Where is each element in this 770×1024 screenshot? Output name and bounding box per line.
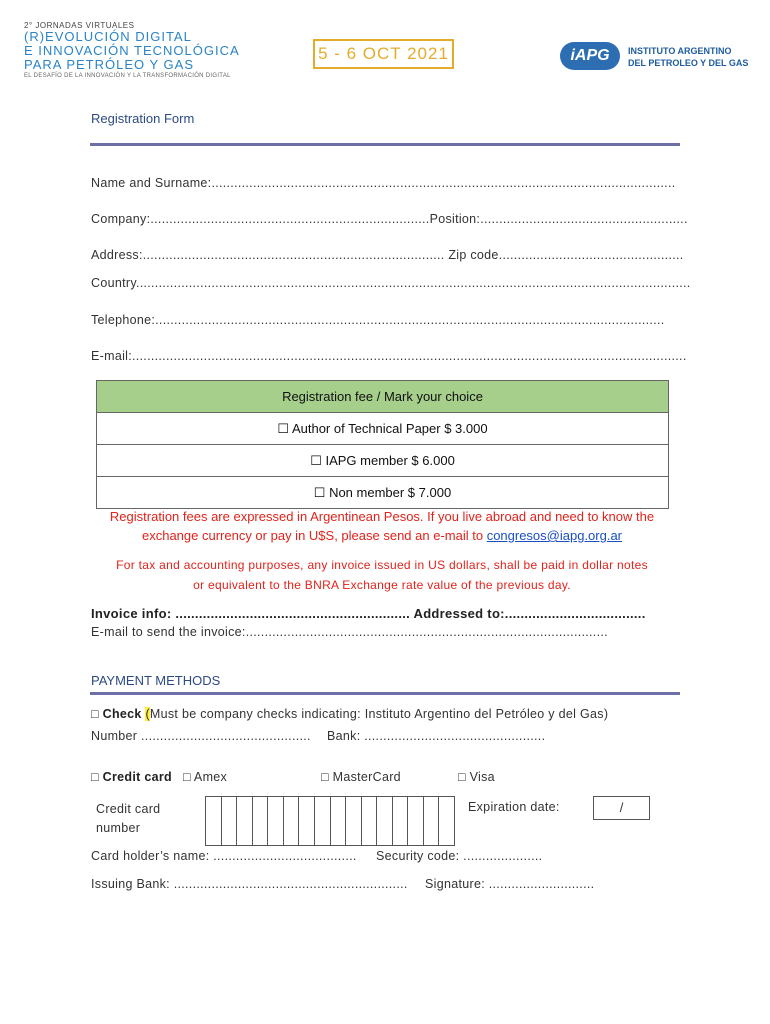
visa-option[interactable]: □ Visa xyxy=(458,770,495,784)
section-divider xyxy=(90,143,680,146)
card-digit-box[interactable] xyxy=(376,796,392,846)
tax-note-line: or equivalent to the BNRA Exchange rate value of the previous day. xyxy=(193,578,571,592)
fee-option-author[interactable]: ☐ Author of Technical Paper $ 3.000 xyxy=(97,413,669,445)
security-code-field[interactable]: Security code: ..................... xyxy=(376,849,543,863)
registration-form-title: Registration Form xyxy=(91,111,195,126)
card-digit-box[interactable] xyxy=(314,796,330,846)
signature-field[interactable]: Signature: ............................ xyxy=(425,877,595,891)
card-digit-box[interactable] xyxy=(392,796,408,846)
card-digit-box[interactable] xyxy=(236,796,252,846)
check-checkbox[interactable]: □ xyxy=(91,707,99,721)
check-paren: ( xyxy=(145,707,150,721)
event-title-block xyxy=(24,22,254,80)
card-digit-box[interactable] xyxy=(252,796,268,846)
event-edition: 2° JORNADAS VIRTUALES xyxy=(24,21,135,30)
expiration-date-field[interactable]: / xyxy=(593,796,650,820)
check-description: Must be company checks indicating: Instituto Argentino del Petróleo y del Gas) xyxy=(149,707,609,721)
card-digit-box[interactable] xyxy=(407,796,423,846)
check-number-field[interactable]: Number ............................................. xyxy=(91,729,311,743)
section-divider xyxy=(90,692,680,695)
credit-card-option xyxy=(91,770,172,784)
issuing-bank-field[interactable]: Issuing Bank: .............................................................. xyxy=(91,877,408,891)
company-position-field[interactable]: Company:..........................................................................Position:....................................................... xyxy=(91,212,688,226)
check-bank-field[interactable]: Bank: ................................................ xyxy=(327,729,546,743)
event-tagline: EL DESAFÍO DE LA INNOVACIÓN Y LA TRANSFORMACIÓN DIGITAL xyxy=(24,73,231,80)
card-digit-box[interactable] xyxy=(438,796,455,846)
invoice-email-field[interactable]: E-mail to send the invoice:................................................................................................ xyxy=(91,625,608,639)
currency-note xyxy=(72,507,692,545)
mastercard-option[interactable]: □ MasterCard xyxy=(321,770,401,784)
card-digit-box[interactable] xyxy=(221,796,237,846)
address-zip-field[interactable]: Address:................................................................................ Zip code................................................. xyxy=(91,248,684,262)
org-name-line: INSTITUTO ARGENTINO xyxy=(628,46,732,56)
card-number-label-line: number xyxy=(96,821,141,835)
payment-methods-title: PAYMENT METHODS xyxy=(91,673,221,688)
currency-note-text: exchange currency or pay in U$S, please send an e-mail to xyxy=(141,528,487,543)
card-digit-box[interactable] xyxy=(423,796,439,846)
card-holder-field[interactable]: Card holder’s name: ...................................... xyxy=(91,849,357,863)
fee-option-member[interactable]: ☐ IAPG member $ 6.000 xyxy=(97,445,669,477)
event-title-line: E INNOVACIÓN TECNOLÓGICA xyxy=(24,43,240,59)
fee-table-header: Registration fee / Mark your choice xyxy=(97,381,669,413)
check-option xyxy=(91,707,608,721)
iapg-logo: iAPG xyxy=(560,42,620,70)
card-digit-box[interactable] xyxy=(283,796,299,846)
currency-note-line xyxy=(72,526,692,545)
card-digit-box[interactable] xyxy=(345,796,361,846)
name-field[interactable]: Name and Surname:........................................................................................................................... xyxy=(91,176,676,190)
contact-email-link[interactable]: congresos@iapg.org.ar xyxy=(486,528,623,543)
amex-option[interactable]: □ Amex xyxy=(183,770,228,784)
card-number-label xyxy=(96,800,160,838)
tax-note xyxy=(72,555,692,595)
card-digit-box[interactable] xyxy=(330,796,346,846)
credit-card-checkbox[interactable]: □ xyxy=(91,770,99,784)
org-name-line: DEL PETROLEO Y DEL GAS xyxy=(628,58,749,68)
invoice-info-field[interactable]: Invoice info: ............................................................ Addressed to:.................................... xyxy=(91,606,646,621)
card-digit-box[interactable] xyxy=(267,796,283,846)
card-number-grid[interactable] xyxy=(205,796,455,846)
event-date: 5 - 6 OCT 2021 xyxy=(313,39,454,69)
card-digit-box[interactable] xyxy=(298,796,314,846)
event-title-line: PARA PETRÓLEO Y GAS xyxy=(24,56,195,72)
check-label: Check xyxy=(102,707,142,721)
country-field[interactable]: Country................................................................................................................................................... xyxy=(91,276,691,290)
telephone-field[interactable]: Telephone:....................................................................................................................................... xyxy=(91,313,665,327)
card-digit-box[interactable] xyxy=(205,796,221,846)
event-title-line: (R)EVOLUCIÓN DIGITAL xyxy=(24,29,192,45)
email-field[interactable]: E-mail:................................................................................................................................................... xyxy=(91,349,687,363)
currency-note-line: Registration fees are expressed in Argentinean Pesos. If you live abroad and need to know the xyxy=(109,509,655,524)
card-number-label-line: Credit card xyxy=(96,802,161,816)
registration-fee-table xyxy=(96,380,669,509)
org-name xyxy=(628,45,768,69)
expiration-label: Expiration date: xyxy=(468,800,560,814)
credit-card-label: Credit card xyxy=(102,770,172,784)
card-digit-box[interactable] xyxy=(361,796,377,846)
tax-note-line: For tax and accounting purposes, any invoice issued in US dollars, shall be paid in dollar notes xyxy=(116,558,648,572)
fee-option-non-member[interactable]: ☐ Non member $ 7.000 xyxy=(97,477,669,509)
